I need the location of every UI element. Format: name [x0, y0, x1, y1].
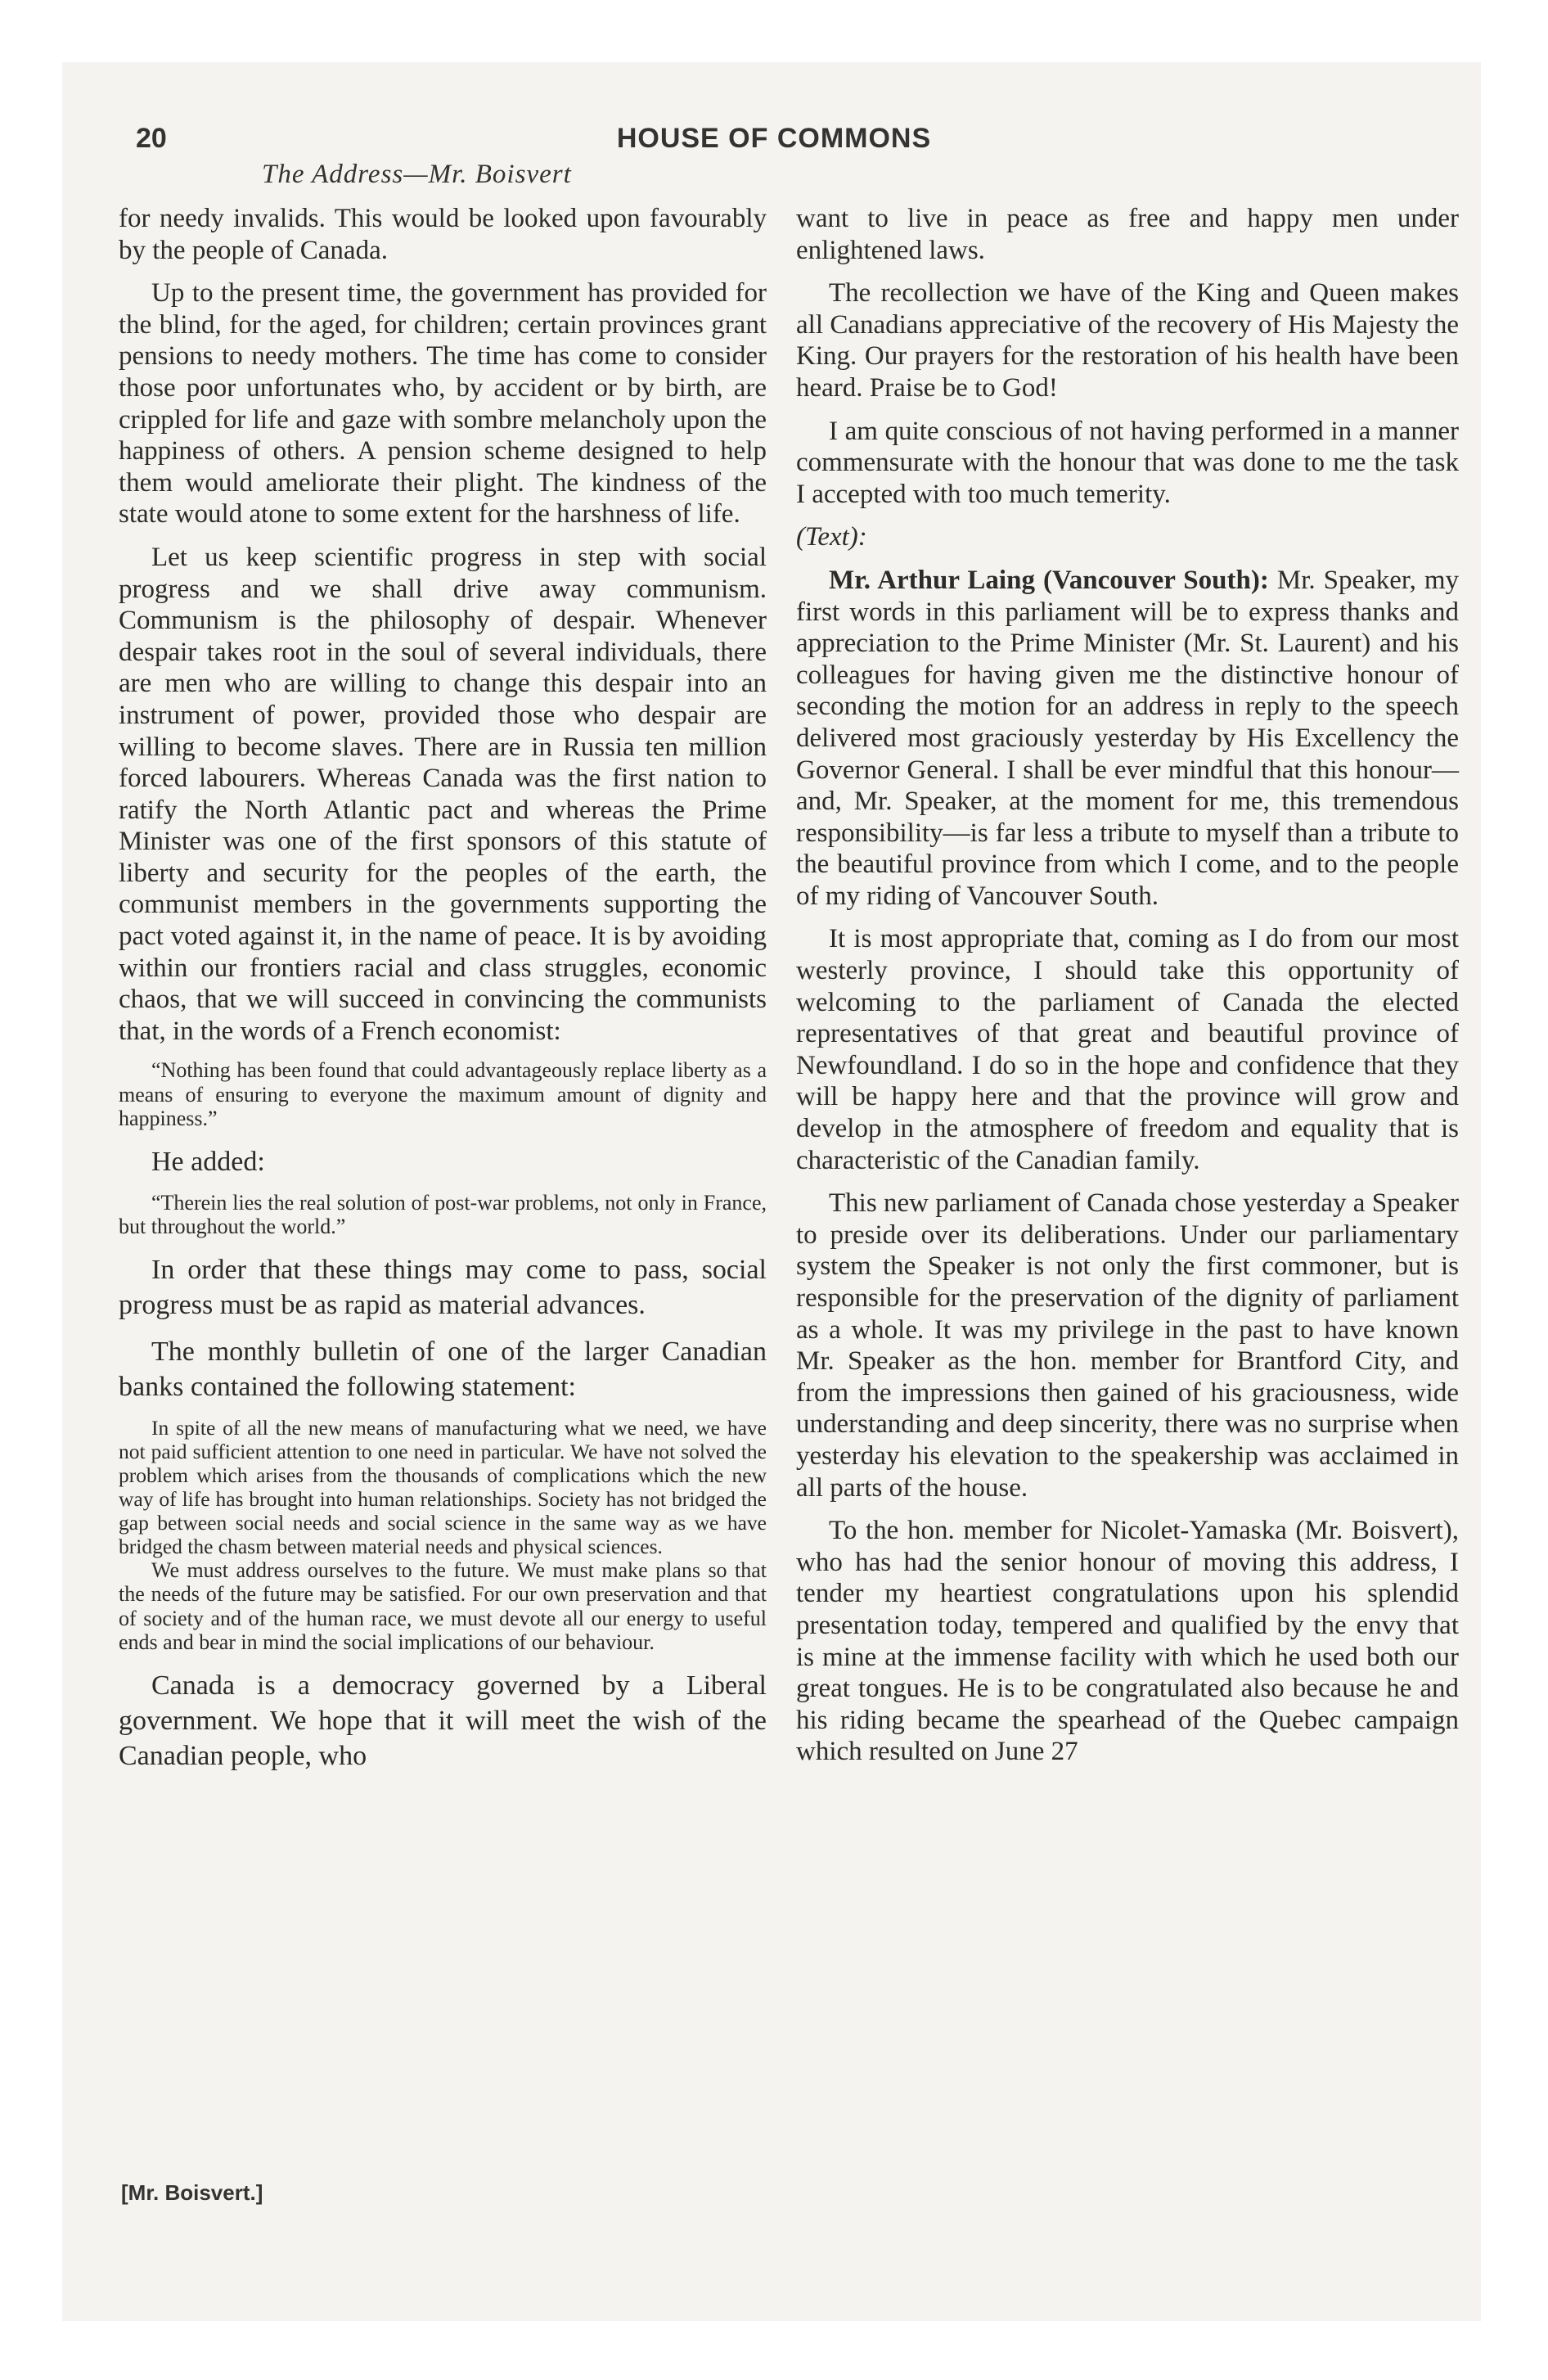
left-column: [119, 203, 767, 1785]
paragraph: He added:: [151, 1146, 265, 1177]
block-quote: “Therein lies the real solution of post-war problems, not only in France, but throughout the world.”: [119, 1190, 767, 1239]
paragraph: I am quite conscious of not having performed in a manner commensurate with the honour that was done to me the task I accepted with too much temerity.: [796, 416, 1459, 509]
paragraph: Up to the present time, the government has provided for the blind, for the aged, for children; certain provinces grant pensions to needy mothers. The time has come to consider those poor unfortunates who, by accident or by birth, are crippled for life and gaze with sombre melancholy upon the happiness of others. A pension scheme designed to help them would ameliorate their plight. The kindness of the state would atone to some extent for the harshness of life.: [119, 278, 767, 530]
speech-opening: [796, 565, 1459, 913]
paragraph: for needy invalids. This would be looked upon favourably by the people of Canada.: [119, 204, 767, 265]
paragraph: In order that these things may come to pass, social progress must be as rapid as material advances.: [119, 1254, 767, 1320]
paragraph: It is most appropriate that, coming as I do from our most westerly province, I should take this opportunity of welcoming to the parliament of Canada the elected representatives of that great and beautiful province of Newfoundland. I do so in the hope and confidence that they will be happy here and that the province will grow and develop in the atmosphere of freedom and equality that is characteristic of the Canadian family.: [796, 924, 1459, 1175]
text-label: (Text):: [796, 522, 867, 552]
paragraph: Mr. Speaker, my first words in this parliament will be to express thanks and appreciation to the Prime Minister (Mr. St. Laurent) and his colleagues for having given me the distinctive honour of seconding the motion for an address in reply to the speech delivered most graciously yesterday by His Excellency the Governor General. I shall be ever mindful that this honour—and, Mr. Speaker, at the moment for me, this tremendous responsibility—is far less a tribute to myself than a tribute to the beautiful province from which I come, and to the people of my riding of Vancouver South.: [796, 565, 1460, 911]
paragraph: Let us keep scientific progress in step with social progress and we shall drive away communism. Communism is the philosophy of despair. Whenever despair takes root in the soul of several individuals, there are men who are willing to change this despair into an instrument of power, provided those who despair are willing to become slaves. There are in Russia ten million forced labourers. Whereas Canada was the first nation to ratify the North Atlantic pact and whereas the Prime Minister was one of the first sponsors of this statute of liberty and security for the peoples of the earth, the communist members in the governments supporting the pact voted against it, in the name of peace. It is by avoiding within our frontiers racial and class struggles, economic chaos, that we will succeed in convincing the communists that, in the words of a French economist:: [119, 542, 767, 1046]
paragraph: To the hon. member for Nicolet-Yamaska (Mr. Boisvert), who has had the senior honour of moving this address, I tender my heartiest congratulations upon his splendid presentation today, tempered and qualified by the envy that is mine at the immense facility with which he used both our great tongues. He is to be congratulated also because he and his riding became the spearhead of the Quebec campaign which resulted on June 27: [796, 1516, 1459, 1767]
right-column: [796, 203, 1459, 1779]
subject-heading: The Address—Mr. Boisvert: [262, 160, 572, 189]
paragraph: Canada is a democracy governed by a Liberal government. We hope that it will meet the wish of the Canadian people, who: [119, 1670, 767, 1771]
block-quote: We must address ourselves to the future. We must make plans so that the needs of the future may be satisfied. For our own preservation and that of society and of the human race, we must devote all our energy to useful ends and bear in mind the social implications of our behaviour.: [119, 1557, 767, 1655]
speaker-name: Mr. Arthur Laing (Vancouver South):: [829, 565, 1269, 595]
paragraph: The monthly bulletin of one of the larger Canadian banks contained the following statement:: [119, 1336, 767, 1402]
block-quote: In spite of all the new means of manufacturing what we need, we have not paid sufficient attention to one need in particular. We have not solved the problem which arises from the thousands of complications which the new way of life has brought into human relationships. Society has not bridged the gap between social needs and social science in the same way as we have bridged the chasm between material needs and physical sciences.: [119, 1415, 767, 1558]
running-head: HOUSE OF COMMONS: [616, 123, 932, 154]
paragraph: This new parliament of Canada chose yesterday a Speaker to preside over its deliberations. Under our parliamentary system the Speaker is not only the first commoner, but is responsible for the preservation of the dignity of parliament as a whole. It was my privilege in the past to have known Mr. Speaker as the hon. member for Brantford City, and from the impressions then gained of his graciousness, wide understanding and deep sincerity, there was no surprise when yesterday his elevation to the speakership was acclaimed in all parts of the house.: [796, 1188, 1459, 1503]
page-footer: [Mr. Boisvert.]: [121, 2180, 263, 2205]
paragraph: The recollection we have of the King and Queen makes all Canadians appreciative of the recovery of His Majesty the King. Our prayers for the restoration of his health have been heard. Praise be to God!: [796, 278, 1459, 403]
page-number: 20: [136, 123, 167, 154]
block-quote: “Nothing has been found that could advantageously replace liberty as a means of ensuring to everyone the maximum amount of dignity and happiness.”: [119, 1058, 767, 1131]
paragraph: want to live in peace as free and happy men under enlightened laws.: [796, 204, 1459, 265]
